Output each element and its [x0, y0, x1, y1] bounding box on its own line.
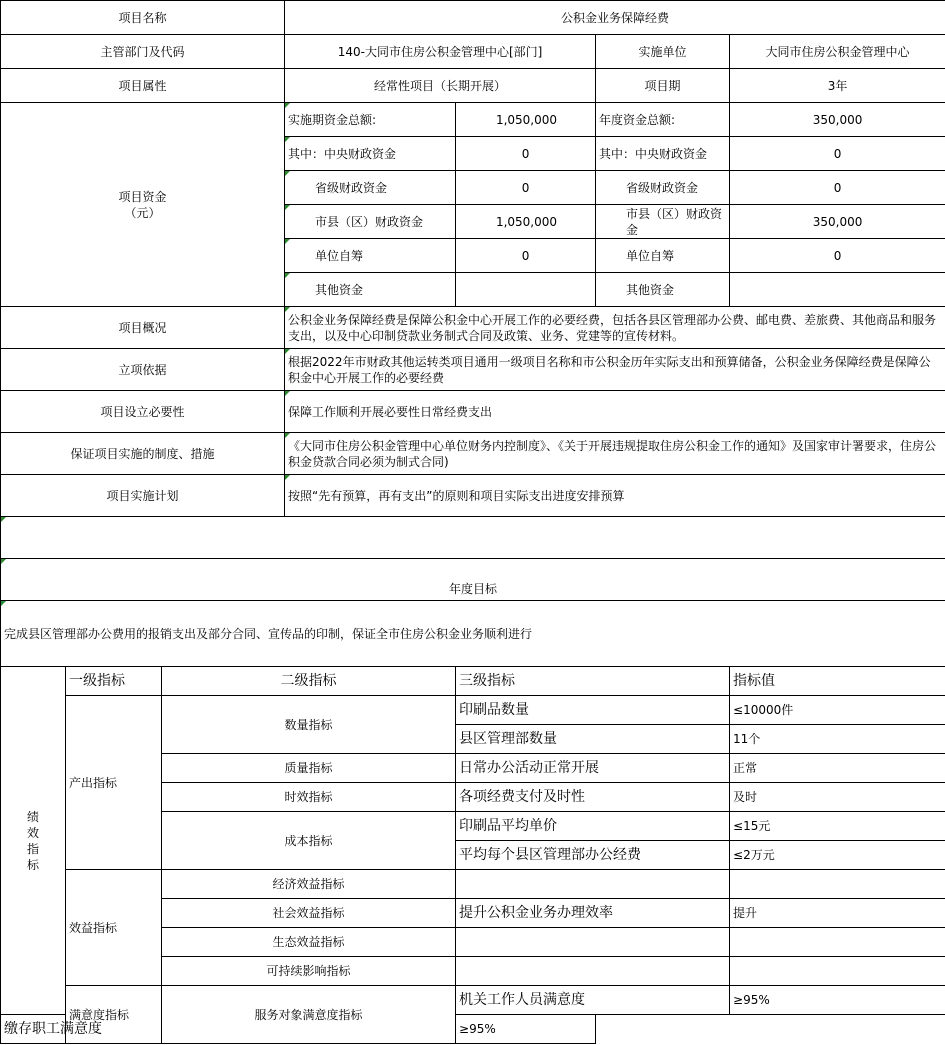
indicator-value — [730, 957, 945, 986]
fund-left-label: 实施期资金总额: — [285, 103, 456, 137]
indicator-value: ≥95% — [456, 1015, 596, 1044]
fund-left-value: 0 — [456, 171, 596, 205]
header-level3: 三级指标 — [456, 667, 730, 696]
fund-right-label: 年度资金总额: — [596, 103, 730, 137]
indicator-value: 11个 — [730, 725, 945, 754]
perf-side-label — [1, 667, 66, 1015]
economic-indicator: 经济效益指标 — [162, 870, 456, 899]
indicator-value: ≤2万元 — [730, 841, 945, 870]
fund-right-value: 0 — [730, 171, 945, 205]
blank-row — [1, 517, 945, 559]
sustainable-indicator: 可持续影响指标 — [162, 957, 456, 986]
satisfaction-indicator-label: 满意度指标 — [66, 986, 162, 1044]
header-level2: 二级指标 — [162, 667, 456, 696]
fund-left-value: 1,050,000 — [456, 103, 596, 137]
basis-label: 立项依据 — [1, 349, 285, 391]
social-indicator: 社会效益指标 — [162, 899, 456, 928]
project-name-label: 项目名称 — [1, 1, 285, 35]
plan-label: 项目实施计划 — [1, 475, 285, 517]
indicator-value: ≤15元 — [730, 812, 945, 841]
indicator-value: 正常 — [730, 754, 945, 783]
fund-left-value: 1,050,000 — [456, 205, 596, 239]
overview-label: 项目概况 — [1, 307, 285, 349]
fund-left-label: 其中：中央财政资金 — [285, 137, 456, 171]
funds-label-line2: （元） — [124, 205, 161, 220]
l3-indicator — [456, 928, 730, 957]
period-label: 项目期 — [596, 69, 730, 103]
fund-right-value: 0 — [730, 137, 945, 171]
fund-right-label: 单位自筹 — [596, 239, 730, 273]
attr-value: 经常性项目（长期开展） — [285, 69, 596, 103]
fund-left-value: 0 — [456, 137, 596, 171]
output-indicator-label: 产出指标 — [66, 696, 162, 870]
quality-indicator: 质量指标 — [162, 754, 456, 783]
l3-indicator: 印刷品平均单价 — [456, 812, 730, 841]
annual-goal-title: 年度目标 — [1, 559, 945, 601]
header-level1: 一级指标 — [66, 667, 162, 696]
fund-left-label: 省级财政资金 — [285, 171, 456, 205]
fund-right-label: 省级财政资金 — [596, 171, 730, 205]
annual-goal-text: 完成县区管理部办公费用的报销支出及部分合同、宣传品的印制，保证全市住房公积金业务顺利进行 — [1, 601, 945, 667]
overview-value: 公积金业务保障经费是保障公积金中心开展工作的必要经费，包括各县区管理部办公费、邮电费、差旅费、其他商品和服务支出，以及中心印制贷款业务制式合同及政策、业务、党建等的宣传材料。 — [285, 307, 945, 349]
l3-indicator: 县区管理部数量 — [456, 725, 730, 754]
l3-indicator — [456, 957, 730, 986]
l3-indicator: 日常办公活动正常开展 — [456, 754, 730, 783]
impl-unit-label: 实施单位 — [596, 35, 730, 69]
l3-indicator: 提升公积金业务办理效率 — [456, 899, 730, 928]
measures-value: 《大同市住房公积金管理中心单位财务内控制度》、《关于开展违规提取住房公积金工作的通知》及国家审计署要求，住房公积金贷款合同必须为制式合同) — [285, 433, 945, 475]
fund-left-value — [456, 273, 596, 307]
cost-indicator: 成本指标 — [162, 812, 456, 870]
impl-unit-value: 大同市住房公积金管理中心 — [730, 35, 945, 69]
quantity-indicator: 数量指标 — [162, 696, 456, 754]
timeliness-indicator: 时效指标 — [162, 783, 456, 812]
service-satisfaction-indicator: 服务对象满意度指标 — [162, 986, 456, 1044]
basis-value: 根据2022年市财政其他运转类项目通用一级项目名称和市公积金历年实际支出和预算储备，公积金业务保障经费是保障公积金中心开展工作的必要经费 — [285, 349, 945, 391]
indicator-value: 及时 — [730, 783, 945, 812]
l3-indicator: 印刷品数量 — [456, 696, 730, 725]
attr-label: 项目属性 — [1, 69, 285, 103]
project-name-value: 公积金业务保障经费 — [285, 1, 945, 35]
fund-left-label: 其他资金 — [285, 273, 456, 307]
measures-label: 保证项目实施的制度、措施 — [1, 433, 285, 475]
perf-side-char: 效 — [26, 825, 39, 840]
indicator-value — [730, 870, 945, 899]
perf-side-char: 绩 — [26, 809, 39, 824]
perf-side-char: 指 — [26, 841, 39, 856]
l3-indicator: 各项经费支付及时性 — [456, 783, 730, 812]
indicator-value: 提升 — [730, 899, 945, 928]
ecological-indicator: 生态效益指标 — [162, 928, 456, 957]
fund-right-value — [730, 273, 945, 307]
l3-indicator: 机关工作人员满意度 — [456, 986, 730, 1015]
indicator-value: ≤10000件 — [730, 696, 945, 725]
indicator-value: ≥95% — [730, 986, 945, 1015]
fund-left-label: 单位自筹 — [285, 239, 456, 273]
fund-right-value: 0 — [730, 239, 945, 273]
fund-left-value: 0 — [456, 239, 596, 273]
fund-left-label: 市县（区）财政资金 — [285, 205, 456, 239]
fund-right-value: 350,000 — [730, 103, 945, 137]
fund-right-value: 350,000 — [730, 205, 945, 239]
funds-label-line1: 项目资金 — [118, 189, 167, 204]
perf-side-char: 标 — [26, 857, 39, 872]
funds-label — [1, 103, 285, 307]
fund-right-label: 其中：中央财政资金 — [596, 137, 730, 171]
l3-indicator: 缴存职工满意度 — [1, 1015, 162, 1044]
l3-indicator: 平均每个县区管理部办公经费 — [456, 841, 730, 870]
necessity-value: 保障工作顺利开展必要性日常经费支出 — [285, 391, 945, 433]
dept-label: 主管部门及代码 — [1, 35, 285, 69]
l3-indicator — [456, 870, 730, 899]
fund-right-label: 市县（区）财政资金 — [596, 205, 730, 239]
benefit-indicator-label: 效益指标 — [66, 870, 162, 986]
dept-value: 140-大同市住房公积金管理中心[部门] — [285, 35, 596, 69]
fund-right-label: 其他资金 — [596, 273, 730, 307]
period-value: 3年 — [730, 69, 945, 103]
header-value: 指标值 — [730, 667, 945, 696]
necessity-label: 项目设立必要性 — [1, 391, 285, 433]
plan-value: 按照“先有预算，再有支出”的原则和项目实际支出进度安排预算 — [285, 475, 945, 517]
indicator-value — [730, 928, 945, 957]
